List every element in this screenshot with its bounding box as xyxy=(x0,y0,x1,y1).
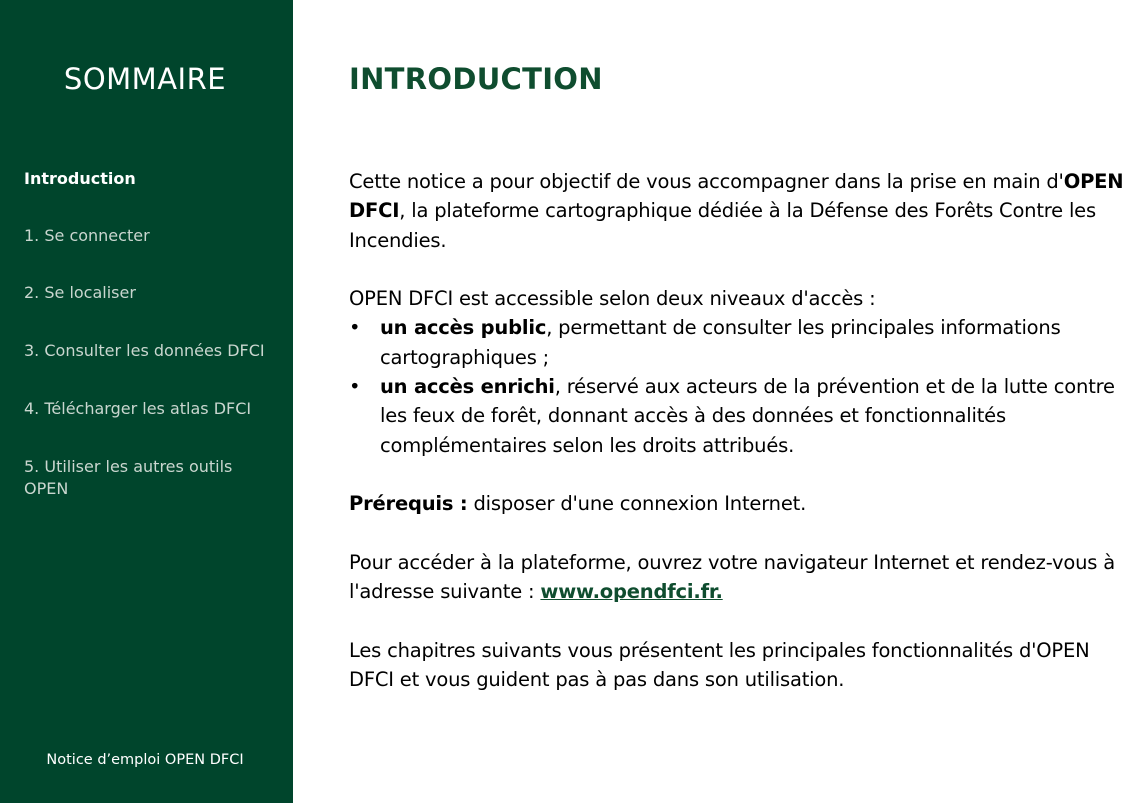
list-item-text: , permettant de consulter les principales informations cartographiques ; xyxy=(380,316,1061,369)
page-title: INTRODUCTION xyxy=(349,62,603,96)
document-footer: Notice d’emploi OPEN DFCI xyxy=(46,752,244,768)
prereq-paragraph xyxy=(349,489,1129,518)
access-levels-list xyxy=(349,313,1129,459)
access-text: Pour accéder à la plateforme, ouvrez votre navigateur Internet et rendez-vous à l'adresse suivante : xyxy=(349,550,1115,604)
access-paragraph xyxy=(349,548,1129,607)
intro-bold: OPEN DFCI xyxy=(349,170,1124,223)
list-item-text: , réservé aux acteurs de la prévention et de la lutte contre les feux de forêt, donnant accès à des données et fonctionnalités complémentaires selon les droits attribués. xyxy=(380,375,1115,457)
nav-item-se-localiser[interactable]: 2. Se localiser xyxy=(24,283,136,302)
sidebar xyxy=(0,0,293,803)
intro-paragraph xyxy=(349,167,1129,255)
list-item xyxy=(349,313,1129,372)
body-text xyxy=(349,167,1129,694)
website-link[interactable]: www.opendfci.fr. xyxy=(540,580,723,604)
nav-item-consulter-donnees[interactable]: 3. Consulter les données DFCI xyxy=(24,341,265,360)
intro-text-end: , la plateforme cartographique dédiée à la Défense des Forêts Contre les Incendies. xyxy=(349,199,1096,252)
list-item xyxy=(349,372,1129,460)
nav-item-telecharger-atlas[interactable]: 4. Télécharger les atlas DFCI xyxy=(24,399,252,418)
outro-paragraph: Les chapitres suivants vous présentent les principales fonctionnalités d'OPEN DFCI et vous guident pas à pas dans son utilisation. xyxy=(349,638,1090,692)
access-intro: OPEN DFCI est accessible selon deux niveaux d'accès : xyxy=(349,287,876,311)
nav-item-introduction[interactable]: Introduction xyxy=(24,169,136,188)
prereq-text: disposer d'une connexion Internet. xyxy=(467,492,807,516)
sidebar-title: SOMMAIRE xyxy=(63,62,227,96)
list-item-bold: un accès enrichi xyxy=(380,375,555,399)
list-item-bold: un accès public xyxy=(380,316,547,340)
nav-item-se-connecter[interactable]: 1. Se connecter xyxy=(24,226,150,245)
table-of-contents xyxy=(24,168,274,500)
intro-text: Cette notice a pour objectif de vous accompagner dans la prise en main d' xyxy=(349,170,1064,193)
prereq-label: Prérequis : xyxy=(349,492,468,516)
nav-item-autres-outils[interactable]: 5. Utiliser les autres outils OPEN xyxy=(24,457,233,498)
